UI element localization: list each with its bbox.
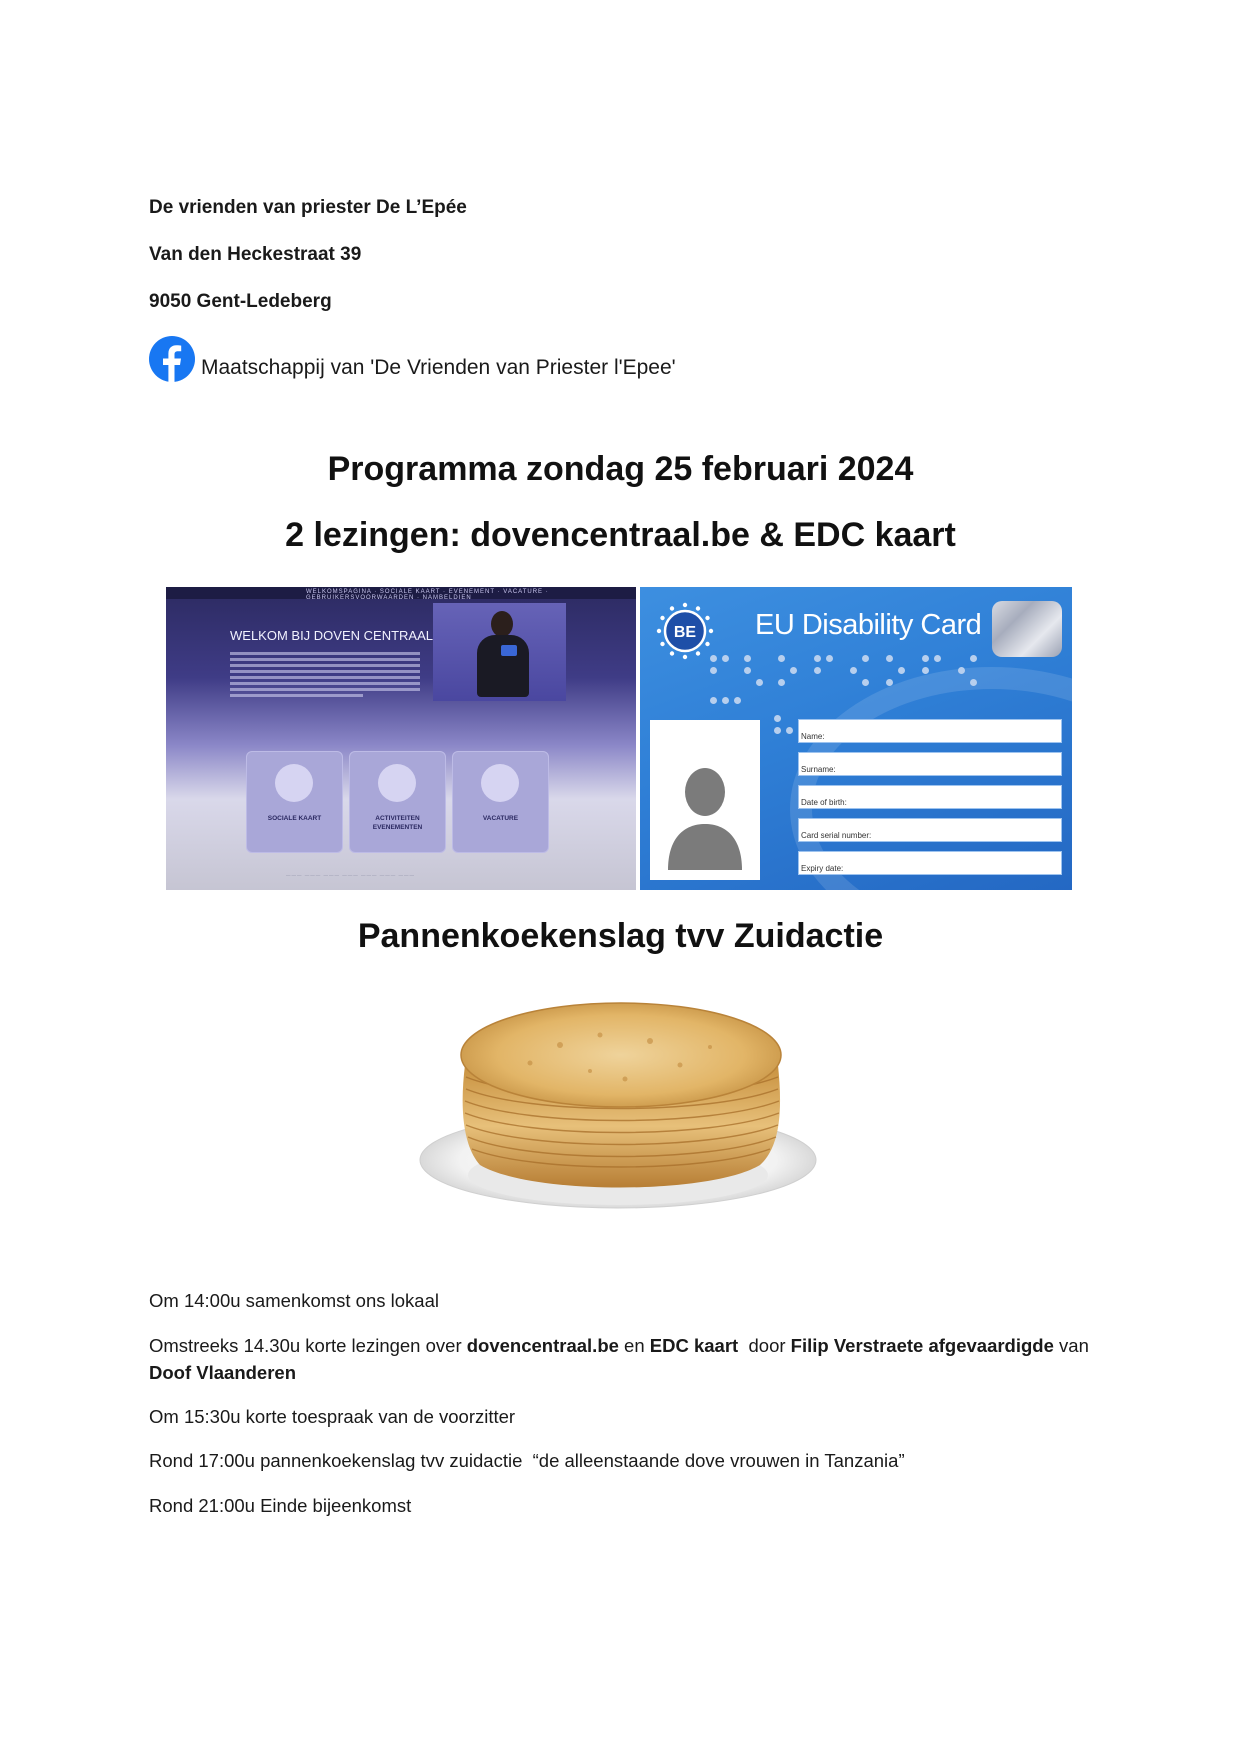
expiry-field (798, 851, 1062, 875)
program-line-3: Om 15:30u korte toespraak van de voorzitter (149, 1406, 516, 1427)
name-field (798, 719, 1062, 743)
program-line-1: Om 14:00u samenkomst ons lokaal (149, 1290, 439, 1311)
tile-label: VACATURE (482, 815, 519, 822)
dob-field-label: Date of birth: (801, 798, 847, 807)
map-icon (275, 764, 313, 802)
program-line-4: Rond 17:00u pannenkoekenslag tvv zuidactie “de alleenstaande dove vrouwen in Tanzania” (149, 1450, 905, 1471)
hand-icon (481, 764, 519, 802)
photo-placeholder (650, 720, 760, 880)
badge-text: BE (673, 624, 697, 641)
eu-stars-badge-icon (652, 601, 718, 661)
org-name: De vrienden van priester De L’Epée (149, 197, 467, 218)
screenshot-footer: ——— ——— ——— ——— ——— ——— ——— (286, 873, 416, 878)
tile-label-line1: ACTIVITEITEN (375, 815, 420, 822)
name-field-label: Name: (801, 732, 825, 741)
line2-speaker: Filip Verstraete afgevaardigde (790, 1335, 1054, 1356)
dovencentraal-screenshot (166, 587, 636, 890)
screenshot-nav-text: WELKOMSPAGINA · SOCIALE KAART · EVENEMENT · VACATURE · GEBRUIKERSVOORWAARDEN · NAMBELDIEN (306, 589, 549, 601)
serial-field (798, 818, 1062, 842)
program-line-2 (149, 1332, 1109, 1386)
program-line-5: Rond 21:00u Einde bijeenkomst (149, 1495, 412, 1516)
card-title: EU Disability Card (755, 609, 982, 641)
facebook-page-name: Maatschappij van 'De Vrienden van Priester l'Epee' (201, 356, 676, 379)
pancake-stack-image (410, 975, 830, 1225)
street-address: Van den Heckestraat 39 (149, 244, 362, 265)
eu-disability-card (640, 587, 1072, 890)
facebook-link[interactable] (149, 336, 676, 382)
tile-label: SOCIALE KAART (267, 815, 322, 822)
city-address: 9050 Gent-Ledeberg (149, 291, 332, 312)
braille-pattern (710, 655, 990, 715)
line2-text-a: Omstreeks 14.30u korte lezingen over (149, 1335, 467, 1356)
line2-text-e: door (738, 1335, 791, 1356)
hologram (992, 601, 1062, 657)
screenshot-body-text-lines (230, 649, 420, 700)
calendar-icon (378, 764, 416, 802)
play-icon (501, 645, 517, 656)
tile-activiteiten (349, 751, 446, 853)
lectures-title: 2 lezingen: dovencentraal.be & EDC kaart (285, 516, 956, 554)
line2-edc: EDC kaart (649, 1335, 739, 1356)
line2-text-g: van (1053, 1335, 1089, 1356)
expiry-field-label: Expiry date: (801, 864, 844, 873)
screenshot-welcome-heading: WELKOM BIJ DOVEN CENTRAAL (230, 628, 433, 643)
line2-text-c: en (618, 1335, 650, 1356)
signer-head (491, 611, 513, 637)
line2-organisation: Doof Vlaanderen (149, 1362, 296, 1383)
dob-field (798, 785, 1062, 809)
facebook-icon (149, 336, 195, 382)
pancakes-title: Pannenkoekenslag tvv Zuidactie (357, 917, 884, 955)
line2-website: dovencentraal.be (466, 1335, 619, 1356)
tile-sociale-kaart (246, 751, 343, 853)
surname-field-label: Surname: (801, 765, 836, 774)
surname-field (798, 752, 1062, 776)
program-title: Programma zondag 25 februari 2024 (327, 450, 914, 488)
person-silhouette-icon (650, 720, 760, 880)
serial-field-label: Card serial number: (801, 831, 872, 840)
tile-label (350, 814, 445, 832)
tile-vacature (452, 751, 549, 853)
tile-label-line2: EVENEMENTEN (372, 824, 423, 831)
